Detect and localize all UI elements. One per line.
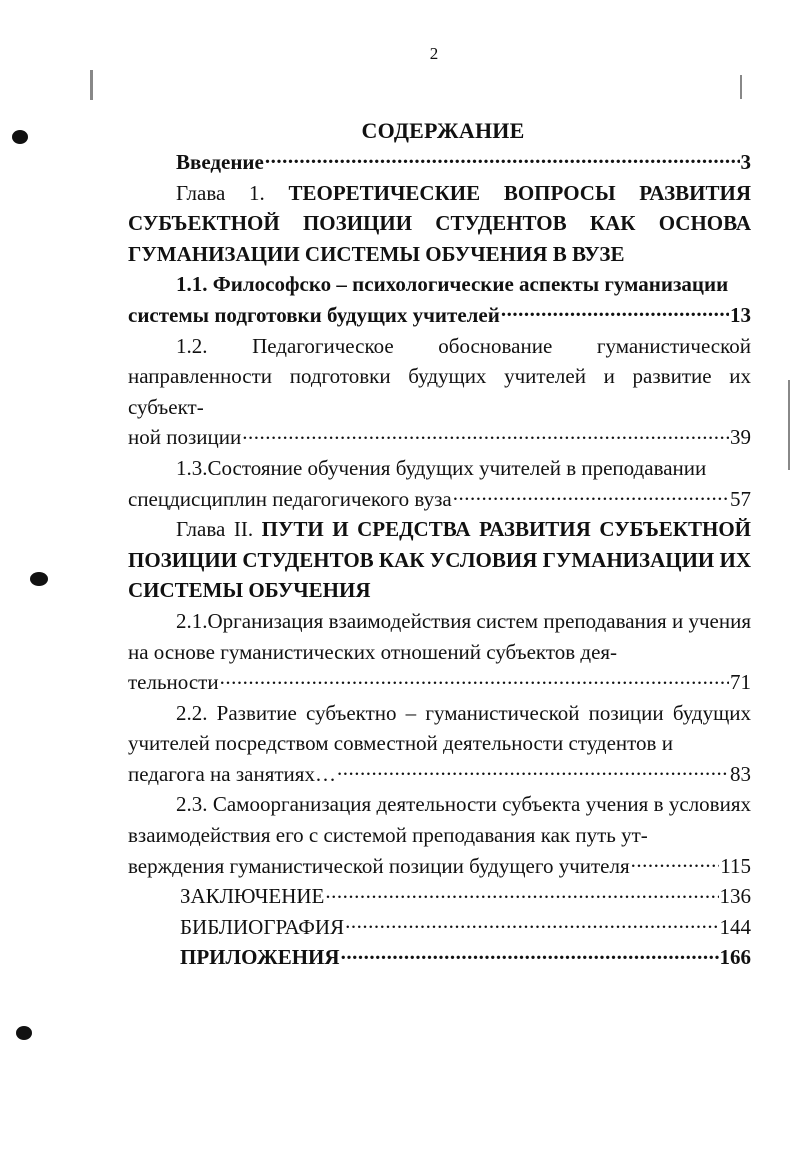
toc-entry-label: ной позиции bbox=[128, 425, 242, 450]
table-of-contents bbox=[128, 147, 751, 973]
toc-entry-appendices bbox=[128, 942, 751, 973]
scan-speck bbox=[90, 70, 93, 100]
leader-dots bbox=[341, 943, 719, 964]
chapter-title: ПУТИ И СРЕДСТВА РАЗВИТИЯ СУБЪЕКТНОЙ ПОЗИЦИИ СТУДЕНТОВ КАК УСЛОВИЯ ГУМАНИЗАЦИИ ИХ СИСТЕМЫ ОБУЧЕНИЯ bbox=[128, 517, 752, 603]
toc-entry-page: 115 bbox=[720, 853, 751, 878]
scan-speck bbox=[788, 380, 790, 470]
toc-entry-label: БИБЛИОГРАФИЯ bbox=[180, 914, 345, 939]
leader-dots bbox=[337, 760, 729, 781]
toc-entry-page: 71 bbox=[730, 670, 751, 695]
toc-chapter-2 bbox=[128, 514, 751, 606]
toc-entry-1-1 bbox=[128, 269, 751, 330]
toc-entry-lastline bbox=[128, 759, 751, 790]
scan-hole-mark bbox=[30, 572, 48, 586]
toc-entry-label: Введение bbox=[176, 150, 264, 174]
toc-entry-lastline bbox=[128, 422, 751, 453]
toc-entry-text: 2.1.Организация взаимодействия систем преподавания и учения на основе гуманистических отношений субъектов дея- bbox=[128, 608, 751, 664]
chapter-prefix: Глава II. bbox=[176, 517, 254, 542]
leader-dots bbox=[631, 852, 720, 873]
toc-entry-1-3 bbox=[128, 453, 751, 514]
toc-entry-lastline bbox=[128, 851, 751, 882]
leader-dots bbox=[242, 423, 729, 444]
scan-speck bbox=[740, 75, 742, 99]
toc-entry-page: 57 bbox=[730, 486, 751, 511]
toc-entry-conclusion bbox=[128, 881, 751, 912]
toc-entry-page: 13 bbox=[730, 302, 751, 327]
toc-entry-intro bbox=[128, 147, 751, 178]
page-number: 2 bbox=[429, 44, 439, 63]
toc-entry-text: 1.3.Состояние обучения будущих учителей в преподавании bbox=[176, 455, 707, 480]
toc-heading: СОДЕРЖАНИЕ bbox=[361, 118, 525, 143]
toc-entry-label: верждения гуманистической позиции будущего учителя bbox=[128, 853, 630, 878]
toc-entry-lastline bbox=[128, 484, 751, 515]
toc-entry-text: 1.2. Педагогическое обоснование гуманистической направленности подготовки будущих учителей и развитие их субъект- bbox=[128, 333, 751, 419]
toc-entry-page: 39 bbox=[730, 425, 751, 450]
toc-entry-bibliography bbox=[128, 912, 751, 943]
toc-entry-1-2 bbox=[128, 331, 751, 453]
leader-dots bbox=[265, 148, 740, 169]
toc-entry-2-1 bbox=[128, 606, 751, 698]
toc-entry-text: 1.1. Философско – психологические аспекты гуманизации bbox=[176, 272, 729, 297]
toc-entry-page: 166 bbox=[719, 945, 751, 970]
toc-entry-label: ЗАКЛЮЧЕНИЕ bbox=[180, 884, 325, 909]
toc-entry-lastline bbox=[128, 667, 751, 698]
toc-entry-page: 83 bbox=[730, 761, 751, 786]
chapter-prefix: Глава 1. bbox=[176, 180, 265, 205]
toc-entry-2-2 bbox=[128, 698, 751, 790]
toc-entry-label: ПРИЛОЖЕНИЯ bbox=[180, 945, 340, 970]
toc-entry-lastline bbox=[128, 300, 751, 331]
toc-chapter-1 bbox=[128, 178, 751, 270]
scan-hole-mark bbox=[16, 1026, 32, 1040]
toc-entry-label: тельности bbox=[128, 670, 219, 695]
toc-entry-page: 136 bbox=[719, 884, 751, 909]
toc-entry-text: 2.2. Развитие субъектно – гуманистической позиции будущих учителей посредством совместной деятельности студентов и bbox=[128, 700, 751, 756]
toc-entry-page: 144 bbox=[719, 914, 751, 939]
leader-dots bbox=[220, 668, 729, 689]
leader-dots bbox=[501, 301, 729, 322]
toc-entry-label: педагога на занятиях… bbox=[128, 761, 336, 786]
toc-entry-label: системы подготовки будущих учителей bbox=[128, 302, 500, 327]
leader-dots bbox=[453, 485, 729, 506]
toc-entry-2-3 bbox=[128, 789, 751, 881]
toc-entry-label: спецдисциплин педагогичекого вуза bbox=[128, 486, 452, 511]
leader-dots bbox=[325, 882, 718, 903]
toc-entry-text: 2.3. Самоорганизация деятельности субъекта учения в условиях взаимодействия его с системой преподавания как путь ут- bbox=[128, 792, 751, 848]
leader-dots bbox=[345, 913, 718, 934]
toc-entry-page: 3 bbox=[740, 150, 751, 174]
scan-hole-mark bbox=[12, 130, 28, 144]
chapter-title: ТЕОРЕТИЧЕСКИЕ ВОПРОСЫ РАЗВИТИЯ СУБЪЕКТНОЙ ПОЗИЦИИ СТУДЕНТОВ КАК ОСНОВА ГУМАНИЗАЦИИ СИСТЕМЫ ОБУЧЕНИЯ В ВУЗЕ bbox=[128, 180, 752, 266]
